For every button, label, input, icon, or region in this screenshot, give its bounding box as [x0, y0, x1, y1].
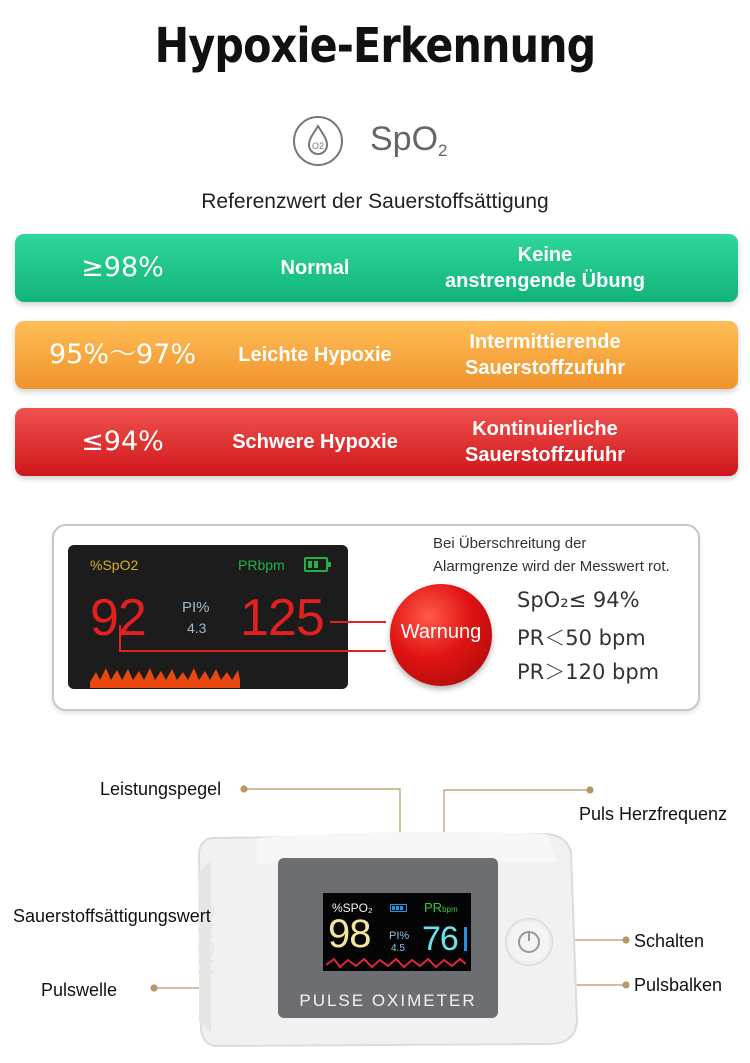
band-advice-line: Sauerstoffzufuhr [465, 357, 625, 379]
device-pr-label-text: PR [424, 900, 443, 915]
device-pr-value: 76 [422, 920, 458, 958]
pulse-bar [464, 927, 467, 951]
power-icon [506, 919, 552, 965]
band-advice [405, 321, 685, 389]
pulse-waveform [326, 955, 466, 971]
screen-spo2-label: %SpO2 [90, 557, 139, 573]
screen-pr-label: PRbpm [238, 557, 285, 573]
band-advice [405, 408, 685, 476]
battery-level-icon [390, 904, 407, 912]
reference-title: Referenzwert der Sauerstoffsättigung [201, 190, 549, 213]
band-advice-line: Keine [517, 244, 573, 266]
battery-icon [304, 557, 328, 572]
page-title: Hypoxie-Erkennung [154, 18, 596, 74]
band-advice-line: anstrengende Übung [444, 270, 645, 292]
threshold-pr-low: PR＜50 bpm [517, 626, 646, 650]
device-spo2-label: %SPO₂ [332, 901, 373, 915]
power-button[interactable] [505, 918, 553, 966]
spo2-heading-main: SpO [370, 120, 439, 158]
screen-pr-value: 125 [240, 589, 324, 647]
threshold-pr-high: PR＞120 bpm [517, 660, 660, 684]
callout-switch: Schalten [634, 931, 705, 951]
band-advice-line: Kontinuierliche [472, 418, 618, 440]
oxygen-drop-text: O2 [311, 141, 325, 151]
band-advice [405, 234, 685, 302]
band-normal [15, 234, 738, 302]
callout-pulse-bar: Pulsbalken [634, 975, 723, 995]
callout-oxygen-saturation: Sauerstoffsättigungswert [13, 906, 211, 926]
threshold-spo2: SpO₂≤ 94% [517, 588, 640, 612]
callout-pulse-rate: Puls Herzfrequenz [579, 804, 728, 824]
screen-pi-label: PI% [182, 599, 210, 616]
callout-pulse-wave: Pulswelle [41, 980, 118, 1000]
band-range: 95%～97% [48, 339, 197, 370]
alarm-note [433, 532, 698, 578]
device-pr-unit: bpm [442, 905, 458, 914]
band-status: Normal [280, 257, 350, 279]
spo2-heading-sub: 2 [438, 141, 448, 160]
warning-label: Warnung [400, 621, 482, 643]
alarm-note-line: Bei Überschreitung der [433, 535, 587, 552]
band-status: Leichte Hypoxie [238, 344, 392, 366]
callout-power-level: Leistungspegel [100, 779, 222, 799]
band-severe-hypoxia [15, 408, 738, 476]
pulse-flame-graphic [90, 660, 240, 688]
device-pi-label: PI% [389, 930, 410, 942]
push-label: PUSH [193, 905, 219, 977]
device-spo2-value: 98 [328, 912, 371, 956]
device-pr-label [424, 900, 458, 915]
band-range: ≥98% [81, 252, 164, 283]
screen-pi-value: 4.3 [187, 620, 207, 636]
device-pi-value: 4.5 [391, 943, 405, 954]
band-advice-line: Sauerstoffzufuhr [465, 444, 625, 466]
band-status: Schwere Hypoxie [232, 431, 398, 453]
band-mild-hypoxia [15, 321, 738, 389]
alarm-note-line: Alarmgrenze wird der Messwert rot. [433, 558, 670, 575]
spo2-heading [370, 120, 448, 159]
device-brand-label: PULSE OXIMETER [299, 991, 477, 1010]
band-advice-line: Intermittierende [469, 331, 621, 353]
band-range: ≤94% [81, 426, 164, 457]
screen-spo2-value: 92 [90, 589, 146, 647]
oxygen-drop-icon [292, 115, 344, 167]
